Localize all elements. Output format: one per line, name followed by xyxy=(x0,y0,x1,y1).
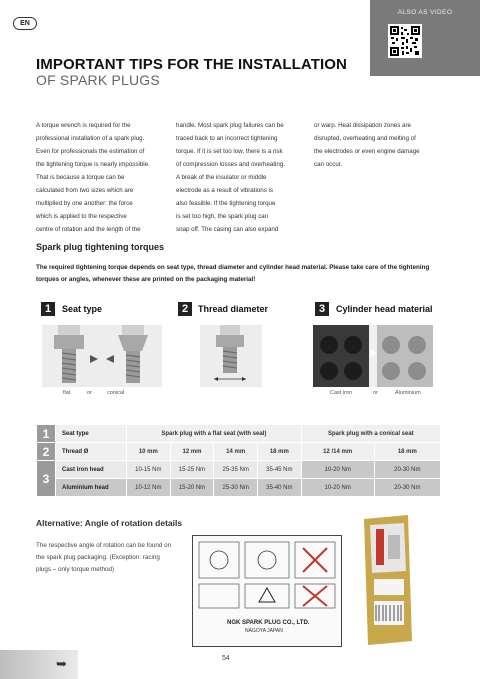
video-label: ALSO AS VIDEO xyxy=(397,9,453,16)
text-line: electrode as a result of vibrations is xyxy=(176,187,273,194)
table-cell: 18 mm xyxy=(375,443,440,460)
step-1-number: 1 xyxy=(41,302,55,316)
step-2-label: Thread diameter xyxy=(198,304,269,314)
text-line: which is applied to the respective xyxy=(36,213,127,220)
cylinder-head-image xyxy=(313,325,433,387)
caption-or: or xyxy=(87,390,92,396)
text-line: multiplied by one another: the force xyxy=(36,200,133,207)
torque-table xyxy=(36,424,441,497)
section-lead: The required tightening torque depends on seat type, thread diameter and cylinder head material. Please take care of the tightening torques or angles, whenever these are printed on the packaging material! xyxy=(36,264,430,283)
table-cell: 10 mm xyxy=(127,443,170,460)
caption-flat: flat xyxy=(63,390,71,396)
text-line: A break of the insulator or middle xyxy=(176,174,267,181)
table-cell: 35-40 Nm xyxy=(258,479,301,496)
row-label: Seat type xyxy=(56,425,126,442)
table-cell: 35-45 Nm xyxy=(258,461,301,478)
table-cell: 10-20 Nm xyxy=(302,479,374,496)
text-line: torque. If it is set too low, there is a risk xyxy=(176,148,283,155)
section-title: Spark plug tightening torques xyxy=(36,242,164,252)
text-line: of compression losses and overheating. xyxy=(176,161,286,168)
table-cell: 10-12 Nm xyxy=(127,479,170,496)
text-line: centre of rotation and the length of the xyxy=(36,226,141,233)
thread-diameter-image xyxy=(200,325,262,387)
table-cell: 18 mm xyxy=(258,443,301,460)
ngk-company-name: NGK SPARK PLUG CO., LTD. xyxy=(227,620,310,626)
text-line: That is because a torque can be xyxy=(36,174,125,181)
table-row xyxy=(37,443,440,460)
page-title: IMPORTANT TIPS FOR THE INSTALLATION xyxy=(36,56,347,73)
text-line: disrupted, overheating and melting of xyxy=(314,135,416,142)
caption-aluminium: Aluminium xyxy=(395,390,421,396)
packaging-image xyxy=(356,515,416,645)
row-number: 3 xyxy=(37,461,55,496)
angle-of-rotation-image xyxy=(192,535,342,647)
qr-code-icon[interactable] xyxy=(388,24,422,58)
table-cell: 15-25 Nm xyxy=(171,461,214,478)
text-line: handle. Most spark plug failures can be xyxy=(176,122,284,129)
table-cell: 15-20 Nm xyxy=(171,479,214,496)
caption-conical: conical xyxy=(107,390,125,396)
text-line: the tightening torque is nearly impossible. xyxy=(36,161,150,168)
conical-seat-header: Spark plug with a conical seat xyxy=(302,425,440,442)
table-cell: 20-30 Nm xyxy=(375,461,440,478)
step-2-number: 2 xyxy=(178,302,192,316)
footer-band xyxy=(0,650,78,679)
step-1-label: Seat type xyxy=(62,304,103,314)
body-column-2 xyxy=(176,119,311,236)
row-label: Cast iron head xyxy=(56,461,126,478)
text-line: snap off. The casing can also expand xyxy=(176,226,279,233)
text-line: also feasible. If the tightening torque xyxy=(176,200,276,207)
caption-or: or xyxy=(373,390,378,396)
table-row xyxy=(37,461,440,478)
table-cell: 14 mm xyxy=(214,443,257,460)
text-line: calculated from two sizes which are xyxy=(36,187,134,194)
text-line: A torque wrench is required for the xyxy=(36,122,131,129)
table-row xyxy=(37,479,440,496)
step-3-number: 3 xyxy=(315,302,329,316)
table-cell: 12 /14 mm xyxy=(302,443,374,460)
text-line: professional installation of a spark plug. xyxy=(36,135,145,142)
body-column-3 xyxy=(314,119,449,171)
alternative-text: The respective angle of rotation can be found on the spark plug packaging. (Exception: racing plugs – only torque method) xyxy=(36,542,172,573)
row-number: 2 xyxy=(37,443,55,460)
body-column-1 xyxy=(36,119,171,236)
page-subtitle: OF SPARK PLUGS xyxy=(36,72,160,88)
table-cell: 25-35 Nm xyxy=(214,461,257,478)
row-label: Aluminium head xyxy=(56,479,126,496)
caption-cast-iron: Cast iron xyxy=(330,390,353,396)
row-label: Thread Ø xyxy=(56,443,126,460)
flat-seat-header: Spark plug with a flat seat (with seal) xyxy=(127,425,301,442)
table-cell: 20-30 Nm xyxy=(375,479,440,496)
video-qr-panel[interactable] xyxy=(370,0,480,76)
row-number: 1 xyxy=(37,425,55,442)
text-line: can occur. xyxy=(314,161,343,168)
table-cell: 10-15 Nm xyxy=(127,461,170,478)
text-line: traced back to an incorrect tightening xyxy=(176,135,278,142)
ngk-location: NAGOYA JAPAN xyxy=(245,628,283,634)
seat-type-image xyxy=(42,325,162,387)
page-number: 54 xyxy=(222,655,230,662)
text-line: is set too high, the spark plug can xyxy=(176,213,269,220)
language-badge: EN xyxy=(13,17,37,30)
text-line: or warp. Heat dissipation zones are xyxy=(314,122,411,129)
table-cell: 25-30 Nm xyxy=(214,479,257,496)
text-line: Even for professionals the estimation of xyxy=(36,148,145,155)
back-arrow-icon[interactable]: ➥ xyxy=(56,656,67,671)
table-row xyxy=(37,425,440,442)
step-3-label: Cylinder head material xyxy=(336,304,433,314)
text-line: the electrodes or even engine damage xyxy=(314,148,420,155)
table-cell: 12 mm xyxy=(171,443,214,460)
alternative-title: Alternative: Angle of rotation details xyxy=(36,518,183,528)
table-cell: 10-20 Nm xyxy=(302,461,374,478)
